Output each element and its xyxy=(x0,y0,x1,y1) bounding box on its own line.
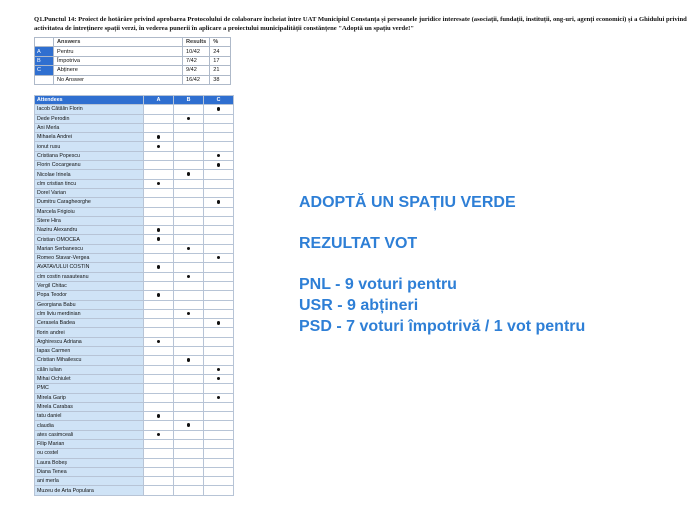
vote-cell-c xyxy=(204,449,234,458)
vote-cell-a xyxy=(144,272,174,281)
vote-dot-icon xyxy=(187,423,190,426)
vote-cell-c xyxy=(204,179,234,188)
vote-cell-c xyxy=(204,402,234,411)
attendee-row xyxy=(35,226,234,235)
vote-cell-b xyxy=(174,244,204,253)
vote-dot-icon xyxy=(157,340,160,343)
vote-cell-b xyxy=(174,142,204,151)
attendee-name: Popa Teodor xyxy=(35,291,144,300)
attendee-row xyxy=(35,142,234,151)
vote-cell-c xyxy=(204,477,234,486)
vote-cell-c xyxy=(204,244,234,253)
vote-cell-b xyxy=(174,133,204,142)
attendee-row xyxy=(35,309,234,318)
attendee-name: clm cristian tincu xyxy=(35,179,144,188)
attendee-row xyxy=(35,254,234,263)
vote-cell-c xyxy=(204,309,234,318)
vote-cell-a xyxy=(144,151,174,160)
attendee-row xyxy=(35,244,234,253)
attendee-row xyxy=(35,402,234,411)
vote-cell-a xyxy=(144,449,174,458)
answer-result: 10/42 xyxy=(183,47,210,56)
vote-cell-b xyxy=(174,412,204,421)
attendee-row xyxy=(35,458,234,467)
vote-cell-c xyxy=(204,319,234,328)
attendee-name: Mirela Carabas xyxy=(35,402,144,411)
vote-dot-icon xyxy=(157,237,160,240)
vote-cell-c xyxy=(204,337,234,346)
vote-cell-b xyxy=(174,365,204,374)
vote-cell-b xyxy=(174,449,204,458)
answer-percent: 21 xyxy=(210,66,231,75)
attendee-row xyxy=(35,486,234,495)
attendee-name: Dumitru Caragheorghe xyxy=(35,198,144,207)
attendee-name: PMC xyxy=(35,384,144,393)
vote-cell-b xyxy=(174,300,204,309)
answer-label: Împotriva xyxy=(54,56,183,65)
attendee-name: Nicolae Irinela xyxy=(35,170,144,179)
announcement-title: ADOPTĂ UN SPAȚIU VERDE xyxy=(299,194,516,211)
document-title: Q1.Punctul 14: Proiect de hotărâre privind aprobarea Protocolului de colaborare încheiat între UAT Municipiul Constanța și persoanele juridice interesate (asociații, fundații, instituții, ong-uri, agenți economici) și a Ghidului privind activitatea de întreținere spații verzi, în vederea punerii în aplicare a proiectului municipalității constănțene "Adoptă un spațiu verde!" xyxy=(34,16,687,32)
vote-dot-icon xyxy=(187,117,190,120)
attendee-row xyxy=(35,207,234,216)
vote-cell-b xyxy=(174,254,204,263)
vote-dot-icon xyxy=(217,377,220,380)
answer-label: No Answer xyxy=(54,75,183,84)
answer-percent: 24 xyxy=(210,47,231,56)
answer-percent: 17 xyxy=(210,56,231,65)
attendee-name: Laura Bobeș xyxy=(35,458,144,467)
attendee-name: ates casimceali xyxy=(35,430,144,439)
attendee-row xyxy=(35,105,234,114)
attendee-name: clm costin rasauteanu xyxy=(35,272,144,281)
vote-cell-a xyxy=(144,142,174,151)
vote-announcement xyxy=(299,192,689,337)
answer-percent: 38 xyxy=(210,75,231,84)
vote-cell-b xyxy=(174,319,204,328)
results-header-cell xyxy=(35,38,54,47)
vote-cell-c xyxy=(204,439,234,448)
announcement-subtitle: REZULTAT VOT xyxy=(299,235,418,252)
vote-cell-a xyxy=(144,114,174,123)
results-row xyxy=(35,75,231,84)
vote-cell-b xyxy=(174,328,204,337)
attendee-name: Mihai Ochiulet xyxy=(35,374,144,383)
results-row xyxy=(35,47,231,56)
vote-cell-a xyxy=(144,226,174,235)
attendee-row xyxy=(35,328,234,337)
attendee-name: Muzeu de Arta Populara xyxy=(35,486,144,495)
attendee-row xyxy=(35,123,234,132)
attendee-name: Ani Merla xyxy=(35,123,144,132)
vote-cell-b xyxy=(174,309,204,318)
vote-dot-icon xyxy=(157,182,160,185)
vote-dot-icon xyxy=(187,312,190,315)
attendee-name: călin iulian xyxy=(35,365,144,374)
vote-cell-b xyxy=(174,430,204,439)
attendee-name: ionut rusu xyxy=(35,142,144,151)
attendee-row xyxy=(35,281,234,290)
answer-letter: B xyxy=(35,56,54,65)
vote-cell-c xyxy=(204,281,234,290)
vote-cell-b xyxy=(174,477,204,486)
vote-cell-b xyxy=(174,188,204,197)
vote-cell-a xyxy=(144,235,174,244)
vote-cell-a xyxy=(144,365,174,374)
attendee-name: ou costel xyxy=(35,449,144,458)
results-table xyxy=(34,37,231,85)
answer-result: 9/42 xyxy=(183,66,210,75)
vote-cell-a xyxy=(144,393,174,402)
attendees-table xyxy=(34,95,234,496)
attendee-row xyxy=(35,161,234,170)
vote-cell-a xyxy=(144,133,174,142)
vote-cell-b xyxy=(174,114,204,123)
vote-dot-icon xyxy=(187,275,190,278)
vote-cell-a xyxy=(144,402,174,411)
attendees-header-cell: Attendees xyxy=(35,96,144,105)
vote-cell-b xyxy=(174,179,204,188)
vote-cell-a xyxy=(144,337,174,346)
attendee-row xyxy=(35,467,234,476)
vote-cell-c xyxy=(204,365,234,374)
vote-dot-icon xyxy=(157,228,160,231)
vote-cell-b xyxy=(174,263,204,272)
attendee-name: Diana Tenea xyxy=(35,467,144,476)
vote-cell-a xyxy=(144,281,174,290)
vote-dot-icon xyxy=(187,247,190,250)
attendee-row xyxy=(35,412,234,421)
vote-cell-b xyxy=(174,105,204,114)
vote-cell-a xyxy=(144,179,174,188)
vote-cell-b xyxy=(174,467,204,476)
vote-cell-b xyxy=(174,402,204,411)
vote-cell-a xyxy=(144,328,174,337)
attendee-name: Romeo Stavar-Vergea xyxy=(35,254,144,263)
vote-cell-a xyxy=(144,300,174,309)
vote-cell-a xyxy=(144,421,174,430)
attendee-name: clm liviu merdinian xyxy=(35,309,144,318)
vote-cell-c xyxy=(204,161,234,170)
answer-label: Abținere xyxy=(54,66,183,75)
vote-cell-a xyxy=(144,486,174,495)
vote-cell-c xyxy=(204,272,234,281)
attendee-row xyxy=(35,300,234,309)
vote-cell-a xyxy=(144,319,174,328)
vote-dot-icon xyxy=(187,358,190,361)
vote-cell-b xyxy=(174,216,204,225)
attendee-name: ani merla xyxy=(35,477,144,486)
attendee-row xyxy=(35,356,234,365)
vote-cell-c xyxy=(204,263,234,272)
attendee-row xyxy=(35,319,234,328)
vote-cell-a xyxy=(144,207,174,216)
vote-cell-a xyxy=(144,412,174,421)
vote-cell-a xyxy=(144,458,174,467)
attendee-row xyxy=(35,374,234,383)
vote-dot-icon xyxy=(157,293,160,296)
vote-cell-c xyxy=(204,467,234,476)
vote-cell-b xyxy=(174,347,204,356)
vote-cell-a xyxy=(144,161,174,170)
attendee-name: Iacob Cătălin Florin xyxy=(35,105,144,114)
vote-cell-a xyxy=(144,291,174,300)
attendee-name: Cristian Mihailescu xyxy=(35,356,144,365)
vote-cell-c xyxy=(204,216,234,225)
results-header-cell: Answers xyxy=(54,38,183,47)
vote-cell-b xyxy=(174,207,204,216)
vote-cell-c xyxy=(204,123,234,132)
results-header-row xyxy=(35,38,231,47)
attendee-name: Stere Hira xyxy=(35,216,144,225)
vote-cell-b xyxy=(174,458,204,467)
attendee-name: Mihaela Andrei xyxy=(35,133,144,142)
vote-cell-b xyxy=(174,486,204,495)
attendee-name: Vergil Chitac xyxy=(35,281,144,290)
vote-cell-c xyxy=(204,105,234,114)
vote-dot-icon xyxy=(217,107,220,110)
vote-cell-a xyxy=(144,254,174,263)
vote-cell-a xyxy=(144,263,174,272)
attendee-name: Iapas Carmen xyxy=(35,347,144,356)
vote-cell-c xyxy=(204,300,234,309)
vote-dot-icon xyxy=(157,414,160,417)
vote-dot-icon xyxy=(217,154,220,157)
attendee-row xyxy=(35,477,234,486)
answer-letter: C xyxy=(35,66,54,75)
vote-dot-icon xyxy=(157,135,160,138)
vote-cell-c xyxy=(204,374,234,383)
vote-cell-a xyxy=(144,188,174,197)
vote-cell-b xyxy=(174,337,204,346)
vote-cell-a xyxy=(144,477,174,486)
vote-dot-icon xyxy=(217,368,220,371)
vote-cell-b xyxy=(174,384,204,393)
attendee-row xyxy=(35,216,234,225)
vote-cell-b xyxy=(174,123,204,132)
attendees-header-cell: A xyxy=(144,96,174,105)
vote-cell-b xyxy=(174,291,204,300)
vote-cell-a xyxy=(144,467,174,476)
attendee-row xyxy=(35,170,234,179)
attendee-name: florin andrei xyxy=(35,328,144,337)
vote-cell-a xyxy=(144,347,174,356)
vote-cell-c xyxy=(204,458,234,467)
vote-cell-c xyxy=(204,142,234,151)
attendees-header-cell: B xyxy=(174,96,204,105)
answer-result: 16/42 xyxy=(183,75,210,84)
attendee-name: Filip Marian xyxy=(35,439,144,448)
attendee-name: Cerasela Badea xyxy=(35,319,144,328)
vote-cell-c xyxy=(204,114,234,123)
vote-cell-c xyxy=(204,188,234,197)
vote-cell-b xyxy=(174,421,204,430)
announcement-line-pnl: PNL - 9 voturi pentru xyxy=(299,276,457,293)
vote-cell-c xyxy=(204,226,234,235)
vote-dot-icon xyxy=(217,200,220,203)
attendee-row xyxy=(35,133,234,142)
vote-dot-icon xyxy=(217,256,220,259)
vote-dot-icon xyxy=(217,163,220,166)
vote-dot-icon xyxy=(217,321,220,324)
vote-dot-icon xyxy=(187,172,190,175)
attendee-row xyxy=(35,198,234,207)
vote-cell-c xyxy=(204,384,234,393)
vote-cell-b xyxy=(174,393,204,402)
vote-cell-c xyxy=(204,291,234,300)
vote-cell-a xyxy=(144,198,174,207)
attendee-row xyxy=(35,337,234,346)
attendee-row xyxy=(35,291,234,300)
vote-cell-c xyxy=(204,486,234,495)
vote-cell-b xyxy=(174,439,204,448)
vote-cell-b xyxy=(174,170,204,179)
attendee-row xyxy=(35,347,234,356)
vote-cell-b xyxy=(174,235,204,244)
attendee-row xyxy=(35,384,234,393)
vote-cell-c xyxy=(204,207,234,216)
vote-cell-a xyxy=(144,123,174,132)
attendee-name: Cristiana Popescu xyxy=(35,151,144,160)
attendee-row xyxy=(35,439,234,448)
attendee-name: Marcela Frigioiu xyxy=(35,207,144,216)
results-row xyxy=(35,56,231,65)
vote-cell-a xyxy=(144,216,174,225)
vote-cell-a xyxy=(144,170,174,179)
vote-cell-b xyxy=(174,161,204,170)
attendee-name: Dede Perodin xyxy=(35,114,144,123)
vote-cell-b xyxy=(174,198,204,207)
vote-cell-c xyxy=(204,170,234,179)
attendee-row xyxy=(35,421,234,430)
attendee-name: Georgiana Babu xyxy=(35,300,144,309)
vote-dot-icon xyxy=(157,433,160,436)
vote-cell-c xyxy=(204,421,234,430)
vote-cell-a xyxy=(144,384,174,393)
vote-cell-c xyxy=(204,412,234,421)
vote-cell-a xyxy=(144,439,174,448)
attendee-name: AVATAVULUI COSTIN xyxy=(35,263,144,272)
vote-cell-b xyxy=(174,356,204,365)
attendee-name: Dorel Varian xyxy=(35,188,144,197)
answer-result: 7/42 xyxy=(183,56,210,65)
attendee-name: Mirela Garip xyxy=(35,393,144,402)
attendee-row xyxy=(35,272,234,281)
vote-cell-b xyxy=(174,226,204,235)
attendee-row xyxy=(35,188,234,197)
vote-cell-b xyxy=(174,281,204,290)
vote-cell-c xyxy=(204,356,234,365)
attendee-row xyxy=(35,365,234,374)
attendee-name: tatu daniel xyxy=(35,412,144,421)
vote-cell-b xyxy=(174,151,204,160)
attendee-name: Florin Cocargeanu xyxy=(35,161,144,170)
attendee-row xyxy=(35,263,234,272)
vote-dot-icon xyxy=(217,396,220,399)
vote-cell-c xyxy=(204,235,234,244)
vote-cell-c xyxy=(204,133,234,142)
vote-cell-b xyxy=(174,374,204,383)
vote-cell-a xyxy=(144,309,174,318)
attendee-row xyxy=(35,393,234,402)
attendee-row xyxy=(35,179,234,188)
vote-cell-a xyxy=(144,244,174,253)
vote-cell-a xyxy=(144,430,174,439)
attendee-name: claudia xyxy=(35,421,144,430)
attendee-row xyxy=(35,235,234,244)
vote-cell-c xyxy=(204,328,234,337)
vote-cell-a xyxy=(144,356,174,365)
attendees-header-cell: C xyxy=(204,96,234,105)
vote-cell-b xyxy=(174,272,204,281)
answer-letter xyxy=(35,75,54,84)
attendee-name: Naziru Alexandru xyxy=(35,226,144,235)
results-header-cell: % xyxy=(210,38,231,47)
vote-cell-c xyxy=(204,347,234,356)
vote-cell-c xyxy=(204,393,234,402)
answer-letter: A xyxy=(35,47,54,56)
vote-dot-icon xyxy=(157,265,160,268)
attendees-header-row xyxy=(35,96,234,105)
attendee-row xyxy=(35,430,234,439)
announcement-line-usr: USR - 9 abțineri xyxy=(299,297,419,314)
vote-cell-c xyxy=(204,198,234,207)
vote-cell-a xyxy=(144,105,174,114)
attendee-row xyxy=(35,151,234,160)
attendee-name: Marian Serbanescu xyxy=(35,244,144,253)
vote-cell-a xyxy=(144,374,174,383)
attendee-row xyxy=(35,114,234,123)
announcement-line-psd: PSD - 7 voturi împotrivă / 1 vot pentru xyxy=(299,318,586,335)
vote-dot-icon xyxy=(157,145,160,148)
results-header-cell: Results xyxy=(183,38,210,47)
results-row xyxy=(35,66,231,75)
answer-label: Pentru xyxy=(54,47,183,56)
vote-cell-c xyxy=(204,151,234,160)
attendee-name: Cristian OMOCEA xyxy=(35,235,144,244)
vote-cell-c xyxy=(204,254,234,263)
vote-cell-c xyxy=(204,430,234,439)
attendee-row xyxy=(35,449,234,458)
attendee-name: Arghirescu Adriana xyxy=(35,337,144,346)
